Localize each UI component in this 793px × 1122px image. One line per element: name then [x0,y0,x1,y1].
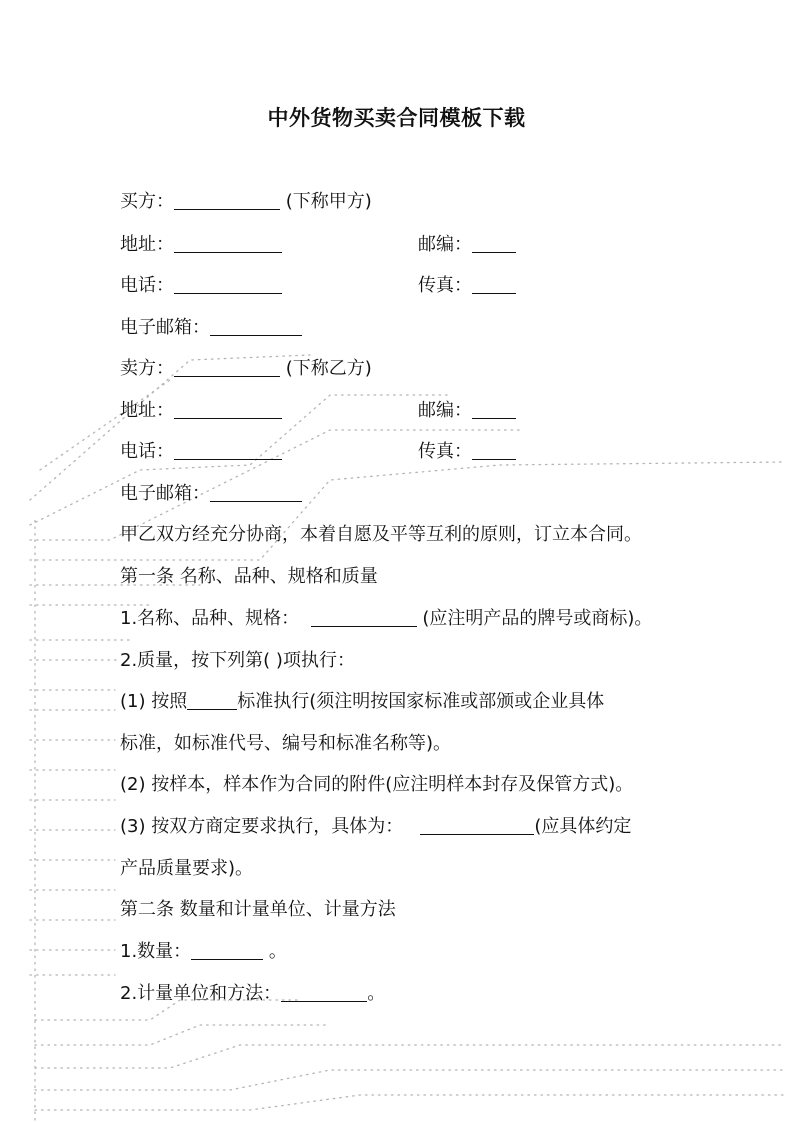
intro-paragraph: 甲乙双方经充分协商，本着自愿及平等互利的原则，订立本合同。 [120,524,642,545]
seller-phone-blank[interactable] [174,439,282,460]
buyer-email-label: 电子邮箱： [120,317,210,338]
article2-item2-end: 。 [367,983,386,1004]
buyer-fax [418,273,516,299]
buyer-note: (下称甲方) [285,191,372,212]
seller-fax [418,439,516,465]
article1-item1-label: 1.名称、品种、规格： [120,608,300,629]
buyer-postcode [418,232,516,258]
article2-item2 [120,981,385,1007]
article1-heading: 第一条 名称、品种、规格和质量 [120,566,378,587]
article2-heading: 第二条 数量和计量单位、计量方法 [120,899,396,920]
article1-opt3-cont: 产品质量要求)。 [120,858,254,879]
buyer-email-line [120,315,302,341]
buyer-postcode-blank[interactable] [472,232,516,253]
buyer-address-line [120,232,472,258]
seller-postcode-blank[interactable] [472,398,516,419]
seller-note: (下称乙方) [285,358,372,379]
article2-item2-label: 2.计量单位和方法： [120,983,282,1004]
article1-opt3-suffix: (应具体约定 [534,816,632,837]
buyer-phone-label: 电话： [120,275,174,296]
seller-email-label: 电子邮箱： [120,483,210,504]
article2-item1-label: 1.数量： [120,941,192,962]
article1-item2: 2.质量，按下列第( )项执行： [120,650,355,671]
buyer-postcode-label: 邮编： [418,234,472,255]
seller-postcode-label: 邮编： [418,400,472,421]
article1-opt3 [120,814,631,840]
document-title: 中外货物买卖合同模板下载 [267,106,526,130]
buyer-fax-label: 传真： [418,275,472,296]
buyer-fax-blank[interactable] [472,273,516,294]
article1-opt2: (2) 按样本，样本作为合同的附件(应注明样本封存及保管方式)。 [120,774,634,795]
buyer-name-blank[interactable] [174,189,280,210]
article1-item1-note: (应注明产品的牌号或商标)。 [422,608,653,629]
article1-opt1 [120,689,604,715]
seller-line [120,356,372,382]
seller-label: 卖方： [120,358,174,379]
seller-phone-line [120,439,472,465]
buyer-line [120,189,372,215]
seller-address-blank[interactable] [174,398,282,419]
quantity-blank[interactable] [191,939,263,960]
buyer-label: 买方： [120,191,174,212]
buyer-email-blank[interactable] [210,315,302,336]
unit-method-blank[interactable] [281,981,367,1002]
seller-postcode [418,398,516,424]
seller-email-line [120,481,302,507]
buyer-address-blank[interactable] [174,232,282,253]
buyer-phone-blank[interactable] [174,273,282,294]
standard-blank[interactable] [187,689,237,710]
seller-name-blank[interactable] [174,356,280,377]
article2-item1-end: 。 [268,941,287,962]
article1-opt1-prefix: (1) 按照 [120,691,188,712]
seller-fax-blank[interactable] [472,439,516,460]
seller-address-label: 地址： [120,400,174,421]
article1-opt1-suffix: 标准执行(须注明按国家标准或部颁或企业具体 [237,691,605,712]
quality-requirement-blank[interactable] [420,814,534,835]
seller-email-blank[interactable] [210,481,302,502]
seller-phone-label: 电话： [120,441,174,462]
article1-opt3-prefix: (3) 按双方商定要求执行，具体为： [120,816,404,837]
article2-item1 [120,939,287,965]
buyer-phone-line [120,273,472,299]
seller-address-line [120,398,472,424]
product-name-blank[interactable] [311,606,417,627]
article1-item1 [120,606,652,632]
seller-fax-label: 传真： [418,441,472,462]
article1-opt1-cont: 标准，如标准代号、编号和标准名称等)。 [120,733,452,754]
buyer-address-label: 地址： [120,234,174,255]
